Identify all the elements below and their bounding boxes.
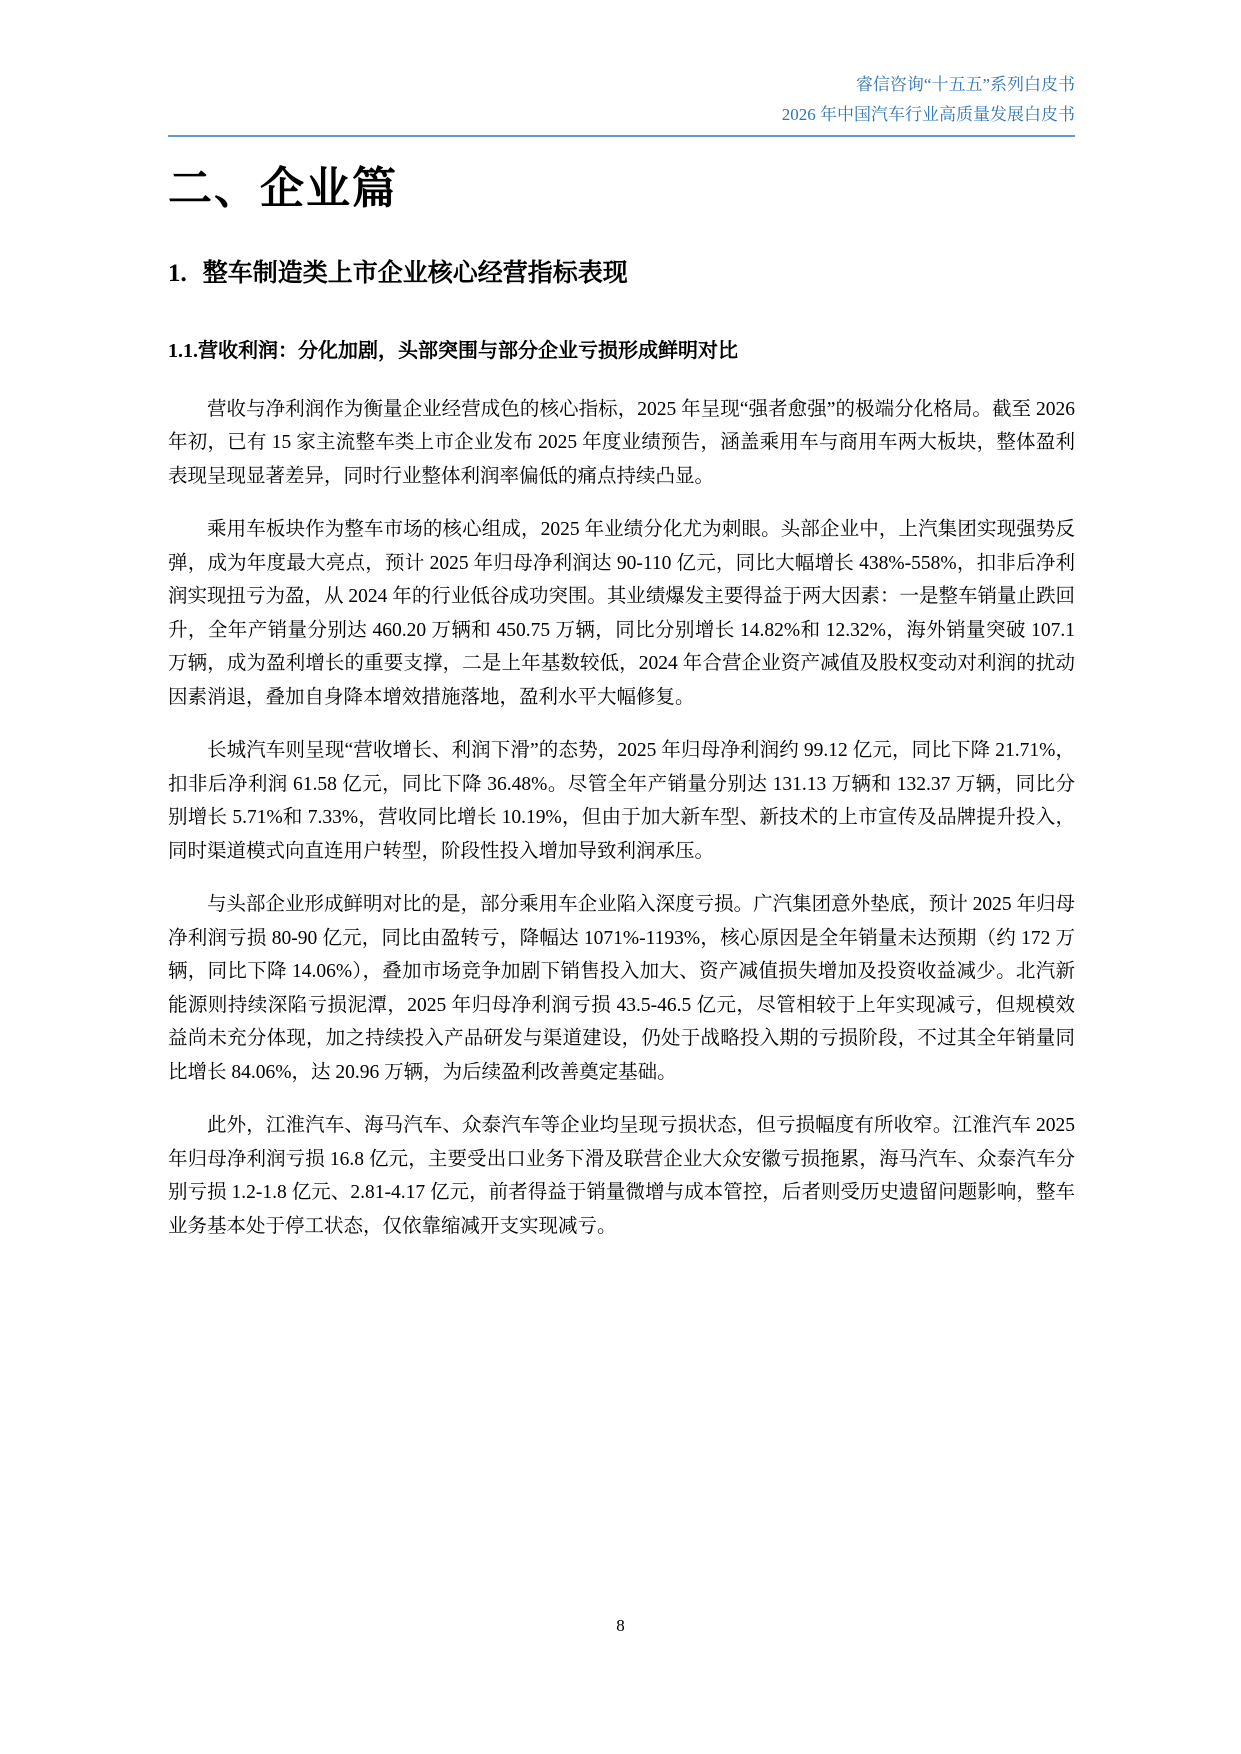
page-header [168,0,1075,130]
section-title [168,258,1075,291]
page-number: 8 [616,1616,625,1635]
header-divider [168,135,1075,137]
header-report-title: 2026 年中国汽车行业高质量发展白皮书 [781,105,1075,124]
paragraph-great-wall-performance: 长城汽车则呈现“营收增长、利润下滑”的态势，2025 年归母净利润约 99.12 亿元，同比下降 21.71%，扣非后净利润 61.58 亿元，同比下降 36.48%。尽管全年产销量分别达 131.13 万辆和 132.37 万辆，同比分别增长 5.71%和 7.33%，营收同比增长 10.19%，但由于加大新车型、新技术的上市宣传及品牌提升投入，同时渠道模式向直连用户转型，阶段性投入增加导致利润承压。 [168,740,1075,862]
paragraph-jac-haima-zotye-losses: 此外，江淮汽车、海马汽车、众泰汽车等企业均呈现亏损状态，但亏损幅度有所收窄。江淮汽车 2025 年归母净利润亏损 16.8 亿元，主要受出口业务下滑及联营企业大众安徽亏损拖累，海马汽车、众泰汽车分别亏损 1.2-1.8 亿元、2.81-4.17 亿元，前者得益于销量微增与成本管控，后者则受历史遗留问题影响，整车业务基本处于停工状态，仅依靠缩减开支实现减亏。 [168,1115,1075,1237]
subsection-title: 1.1.营收利润：分化加剧，头部突围与部分企业亏损形成鲜明对比 [168,339,738,362]
header-series-title: 睿信咨询“十五五”系列白皮书 [855,75,1075,94]
chapter-title: 二、企业篇 [168,164,398,213]
section-number: 1. [168,260,187,288]
paragraph-saic-performance: 乘用车板块作为整车市场的核心组成，2025 年业绩分化尤为刺眼。头部企业中，上汽集团实现强势反弹，成为年度最大亮点，预计 2025 年归母净利润达 90-110 亿元，同比大幅增长 438%-558%，扣非后净利润实现扭亏为盈，从 2024 年的行业低谷成功突围。其业绩爆发主要得益于两大因素：一是整车销量止跌回升，全年产销量分别达 460.20 万辆和 450.75 万辆，同比分别增长 14.82%和 12.32%，海外销量突破 107.1 万辆，成为盈利增长的重要支撑，二是上年基数较低，2024 年合营企业资产减值及股权变动对利润的扰动因素消退，叠加自身降本增效措施落地，盈利水平大幅修复。 [168,519,1075,708]
section-title-text: 整车制造类上市企业核心经营指标表现 [202,260,628,288]
paragraph-gac-baic-losses: 与头部企业形成鲜明对比的是，部分乘用车企业陷入深度亏损。广汽集团意外垫底，预计 2025 年归母净利润亏损 80-90 亿元，同比由盈转亏，降幅达 1071%-1193%，核心原因是全年销量未达预期（约 172 万辆，同比下降 14.06%），叠加市场竞争加剧下销售投入加大、资产减值损失增加及投资收益减少。北汽新能源则持续深陷亏损泥潭，2025 年归母净利润亏损 43.5-46.5 亿元，尽管相较于上年实现减亏，但规模效益尚未充分体现，加之持续投入产品研发与渠道建设，仍处于战略投入期的亏损阶段，不过其全年销量同比增长 84.06%，达 20.96 万辆，为后续盈利改善奠定基础。 [168,894,1075,1083]
paragraph-revenue-overview: 营收与净利润作为衡量企业经营成色的核心指标，2025 年呈现“强者愈强”的极端分化格局。截至 2026 年初，已有 15 家主流整车类上市企业发布 2025 年度业绩预告，涵盖乘用车与商用车两大板块，整体盈利表现呈现显著差异，同时行业整体利润率偏低的痛点持续凸显。 [168,398,1075,487]
